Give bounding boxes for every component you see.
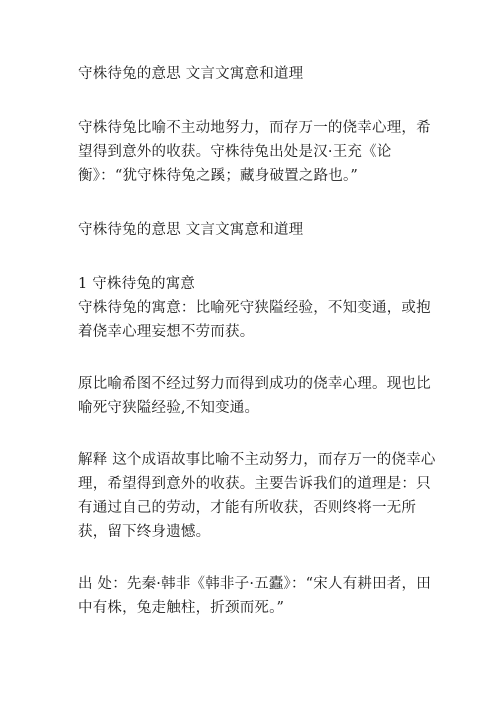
document-title: 守株待兔的意思 文言文寓意和道理: [78, 66, 304, 82]
explanation-paragraph: 解释 这个成语故事比喻不主动努力，而存万一的侥幸心理，希望得到意外的收获。主要告诉我们的道理是：只有通过自己的劳动，才能有所收获，否则终将一无所获，留下终身遗憾。: [78, 452, 436, 540]
source-paragraph: 出 处：先秦·韩非《韩非子·五蠹》：“宋人有耕田者，田中有株，兔走触柱，折颈而死。”: [78, 576, 431, 616]
section-heading: 1 守株待兔的寓意: [78, 276, 196, 292]
intro-paragraph: 守株待兔比喻不主动地努力，而存万一的侥幸心理，希望得到意外的收获。守株待兔出处是汉·王充《论衡》：“犹守株待兔之蹊；藏身破置之路也。”: [78, 120, 431, 184]
document-subtitle: 守株待兔的意思 文言文寓意和道理: [78, 222, 304, 238]
original-meaning-paragraph: 原比喻希图不经过努力而得到成功的侥幸心理。现也比喻死守狭隘经验,不知变通。: [78, 376, 431, 416]
moral-paragraph: 守株待兔的寓意：比喻死守狭隘经验，不知变通，或抱着侥幸心理妄想不劳而获。: [78, 300, 431, 340]
